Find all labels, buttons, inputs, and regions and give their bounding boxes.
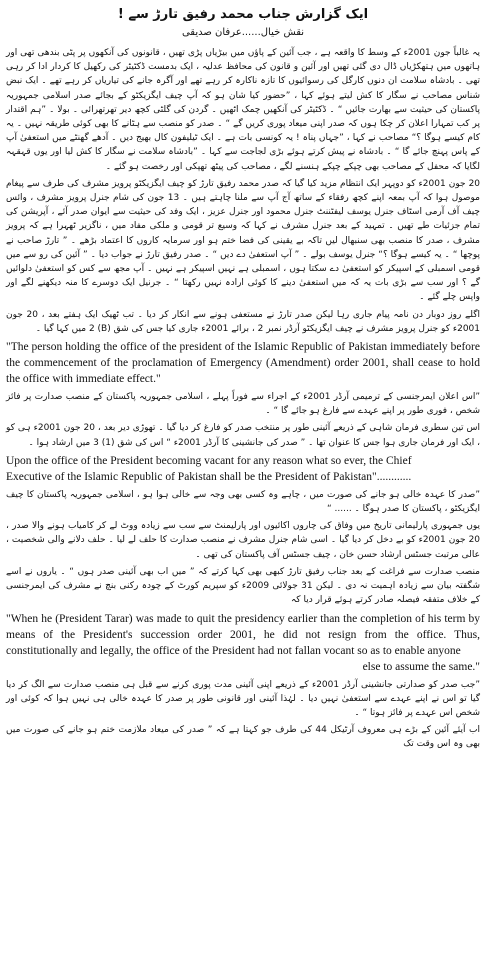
paragraph-supreme-court: منصب صدارت سے فراغت کے بعد جناب رفیق تارڑ کبھی بھی کہا کرتے کہ ” میں اب بھی آئینی صدر ہوں “ ۔ یاروں نے اسے شگفتہ بیان سے زیادہ اہمیت نہ دی ۔ لیکن 31 جولائی 2009ء کو سپریم کورٹ کے چودہ رکنی بنچ نے مشرف کی ایمرجنسی کے خلاف متفقہ فیصلہ صادر کرتے ہوئے قرار دیا کہ <box>6 566 480 606</box>
urdu-translation-quote-3: ”جب صدر کو صدارتی جانشینی آرڈر 2001ء کے ذریعے اپنی آئینی مدت پوری کرنے سے قبل ہی منصب صدارت سے الگ کر دیا گیا تو اس نے اپنے عہدے سے استعفیٰ نہیں دیا ۔ لہٰذا آئینی اور قانونی طور پر صدر کا عہدہ خالی ہی نہیں ہوا کہ کوئی اور شخص اس عہدے پر فائز ہوتا “ ۔ <box>6 679 480 718</box>
english-quote-succession <box>6 453 480 485</box>
paragraph-1: یہ غالباً جون 2001ء کے وسط کا واقعہ ہے ، جب آئین کے پاؤں میں بیڑیاں پڑی تھیں ، قانونوں کی آنکھوں پر پٹی بندھی تھی اور ہاتھوں میں ہتھکڑیاں ڈال دی گئی تھیں اور آئین و قانون کی محافظ عدلیہ ، ایک بدمست ڈکٹیٹر کی رکھیل کا کردار ادا کر رہی تھی ۔ بادشاہ سلامت ان دنوں کارگل کی رسوائیوں کا تازہ ناکارہ کر رہے تھے اور آگرہ جانے کی تیاریاں کر رہے تھے ۔ ایک نبض شناس مصاحب نے سگار کا کش لیتے ہوئے کہا ، ”حضور کیا شان ہو کہ آپ چیف ایگزیکٹو کے بجائے صدر اسلامی جمہوریہ پاکستان کی حیثیت سے بھارت جائیں “ ۔ ڈکٹیٹر کی آنکھیں چمک اٹھیں ۔ گردن کی گلٹی کچھ دیر تھرتھرائی ۔ بولا ۔ ”ہم اقتدار پر کب تمہارا اعلان کر چکا ہوں کہ صدر اپنی میعاد پوری کریں گے “ ۔ صدر کو منصب سے ہٹانے کا بھی کوئی طریقہ نہیں ۔ یہ کام کیسے ہوگا ؟“ مصاحب نے کہا ، ”جہاں پناہ ! یہ کونسی بات ہے ۔ ایک ٹیلیفون کال بھیج دیں ۔ آدھے گھنٹے میں استعفیٰ آپ کے پاس پہنچ جائے گا “ ۔ بادشاہ نے پیش کرتے ہوئے بڑی لجاجت سے کہا ۔ ”بادشاہ سلامت نے سگار کا کش لیا اور یوں قہقہہ لگایا کہ محفل کے مصاحب بھی چپکے چپکے ہنسنے لگے ، مصاحب کی پیٹھ تھپکی اور رخصت ہو گئے ۔ <box>6 48 480 172</box>
english-quote-supreme-court-tail: else to assume the same." <box>362 660 480 673</box>
paragraph-succession-order: اس تین سطری فرمان شاہی کے ذریعے آئینی طور پر منتخب صدر کو فارغ کر دیا گیا ۔ تھوڑی دیر بعد ، 20 جون 2001ء ہی کو ، ایک اور فرمان جاری ہوا جس کا عنوان تھا ۔ ” صدر کی جانشینی کا آرڈر 2001ء “ اس کی شق (1) 3 میں ارشاد ہوا ۔ <box>6 423 480 448</box>
urdu-translation-quote-1: ”اس اعلان ایمرجنسی کے ترمیمی آرڈر 2001ء کے اجراء سے فوراً پہلے ، اسلامی جمہوریہ پاکستان کے منصب صدارت پر فائز شخص ، فوری طور پر اپنے عہدے سے فارغ ہو جائے گا “ ۔ <box>6 392 480 417</box>
english-quote-supreme-court <box>6 611 480 675</box>
paragraph-3: اگلے روز دوبار دن نامہ پیام جاری رہا لیکن صدر تارڑ نے مستعفی ہونے سے انکار کر دیا ۔ تب ٹھیک ایک ہفتے بعد ، 20 جون 2001ء کو جنرل پرویز مشرف نے چیف ایگزیکٹو آرڈر نمبر 2 ، برائے 2001ء جاری کیا جس کی شق (B) 2 میں کہا گیا ۔ <box>6 309 480 334</box>
paragraph-article-44: اب آیئے آئین کے بڑے ہی معروف آرٹیکل 44 کی طرف جو کہتا ہے کہ ” صدر کی میعاد ملازمت ختم ہو جانے کی صورت میں بھی وہ اس وقت تک <box>6 725 480 750</box>
paragraph-2: 20 جون 2001ء کو دوپہر ایک انتظام مزید کیا گیا کہ صدر محمد رفیق تارڑ کو چیف ایگزیکٹو پرویز مشرف کی طرف سے پیغام موصول ہوا کہ آپ بمعہ اپنے کچھ رفقاء کے ساتھ آج آپ سے ملنا چاہتے ہیں ۔ 13 جون کی شام جنرل پرویز مشرف ، وائس چیف آف آرمی اسٹاف جنرل یوسف لیفٹننٹ جنرل محمود اور جنرل عزیز ، ایک وفد کی حیثیت سے ایوان صدر آئے ، آپریشن کی تمام جزئیات طے تھیں ۔ تمہید کے بعد جنرل مشرف نے کہا کہ وسیع تر قومی و ملکی مفاد میں ، ناگزیر ٹھہرا ہے کہ پرویز مشرف ، صدر کا منصب بھی سنبھال لیں تاکہ بے یقینی کی فضا ختم ہو اور سرمایہ کاروں کا اعتماد بڑھے ۔ ” تارڑ صاحب نے پوچھا “ ۔ یہ کیسے ہوگا ؟“ جنرل یوسف بولے ۔ ” آپ استعفیٰ دے دیں “ ۔ صدر رفیق تارڑ نے جواب دیا ۔ ” آئین کی رو سے میں قومی اسمبلی کے اسپیکر کو استعفیٰ دے سکتا ہوں ، اسمبلی ہے نہیں اسپیکر ہے نہیں ۔ آپ مجھ سے کس کو استعفیٰ دلوائیں گے ؟ اور سب سے بڑی بات یہ کہ میں استعفیٰ دینے کا کوئی ارادہ نہیں رکھتا “ ۔ جرنیل ایک دوسرے کا منہ دیکھنے لگے اور واپس چلے گئے ۔ <box>6 178 481 303</box>
paragraph-removal: یوں جمہوری پارلیمانی تاریخ میں وفاق کی چاروں اکائیوں اور پارلیمنٹ سے سب سے زیادہ ووٹ لے کر کامیاب ہونے والا صدر ، 20 جون 2001ء کو بے دخل کر دیا گیا ۔ اسی شام جنرل مشرف نے منصب صدارت کا حلف لے لیا ۔ حلف دلانے والی شخصیت ، عالی مرتبت جسٹس ارشاد حسن خان ، چیف جسٹس آف پاکستان کی تھی ۔ <box>6 521 481 560</box>
english-quote-supreme-court-body: "When he (President Tarar) was made to quit the presidency earlier than the completion of his term by means of the President's succession order 2001, he did not resign from the office. Thus, constitutionally and legally, the office of the President had not fallan vocant so as to enable anyone <box>6 612 480 657</box>
english-quote-succession-line-2: Executive of the Islamic Republic of Pakistan shall be the President of Pakistan"............ <box>6 470 412 483</box>
article-title: ایک گزارش جناب محمد رفیق تارڑ سے ! <box>117 7 369 22</box>
english-quote-order-2001: "The person holding the office of the president of the Islamic Republic of Pakistan immediately before the commencement of the proclamation of Emergency (Amendment) order 2001, shall cease to hold the office with immediate effect." <box>6 341 480 386</box>
english-quote-succession-line-1: Upon the office of the President becoming vacant for any reason what so ever, the Chief <box>6 454 412 467</box>
article-byline: نقش خیال......عرفان صدیقی <box>181 27 305 38</box>
urdu-translation-quote-2: ”صدر کا عہدہ خالی ہو جانے کی صورت میں ، چاہے وہ کسی بھی وجہ سے خالی ہوا ہو ، اسلامی جمہوریہ پاکستان کا چیف ایگزیکٹو ، پاکستان کا صدر ہوگا ۔ ...... “ <box>6 489 480 515</box>
